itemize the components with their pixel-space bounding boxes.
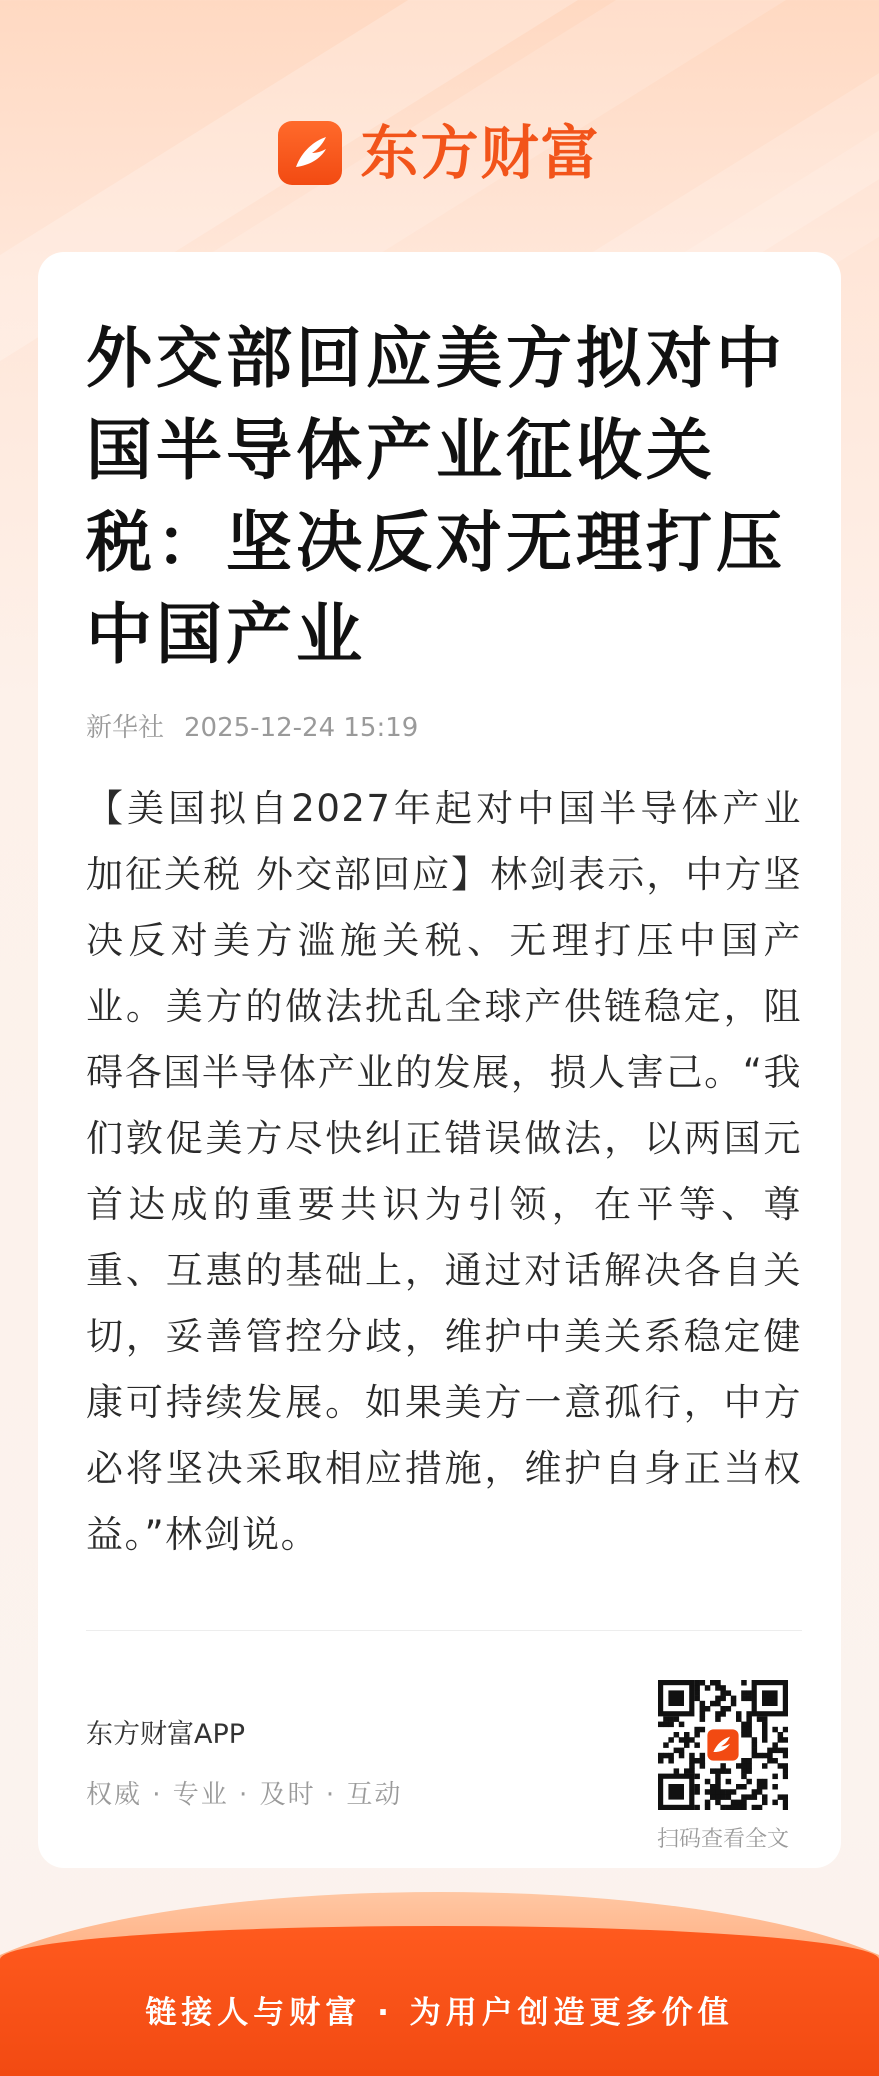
qr-caption: 扫码查看全文 (656, 1827, 789, 1852)
article-title: 外交部回应美方拟对中国半导体产业征收关税：坚决反对无理打压中国产业 (86, 319, 786, 673)
app-slogan: 权威 · 专业 · 及时 · 互动 (86, 1780, 403, 1810)
qr-code-icon[interactable] (658, 1680, 788, 1810)
brand-logo (0, 118, 879, 188)
article-meta (86, 708, 418, 748)
divider (86, 1630, 802, 1631)
article-body: 【美国拟自2027年起对中国半导体产业加征关税 外交部回应】林剑表示，中方坚决反对美方滥施关税、无理打压中国产业。美方的做法扰乱全球产供链稳定，阻碍各国半导体产业的发展，损人害己。“我们敦促美方尽快纠正错误做法，以两国元首达成的重要共识为引领，在平等、尊重、互惠的基础上，通过对话解决各自关切，妥善管控分歧，维护中美关系稳定健康可持续发展。如果美方一意孤行，中方必将坚决采取相应措施，维护自身正当权益。”林剑说。 (86, 787, 802, 1556)
banner-tagline: 链接人与财富 · 为用户创造更多价值 (145, 1994, 734, 2031)
article-card (38, 252, 841, 1868)
brand-logo-icon (278, 121, 342, 185)
app-name: 东方财富APP (86, 1719, 246, 1750)
article-datetime: 2025-12-24 15:19 (184, 713, 419, 743)
bottom-banner (0, 1926, 879, 2076)
article-source: 新华社 (86, 713, 165, 743)
brand-logo-text: 东方财富 (360, 119, 601, 187)
